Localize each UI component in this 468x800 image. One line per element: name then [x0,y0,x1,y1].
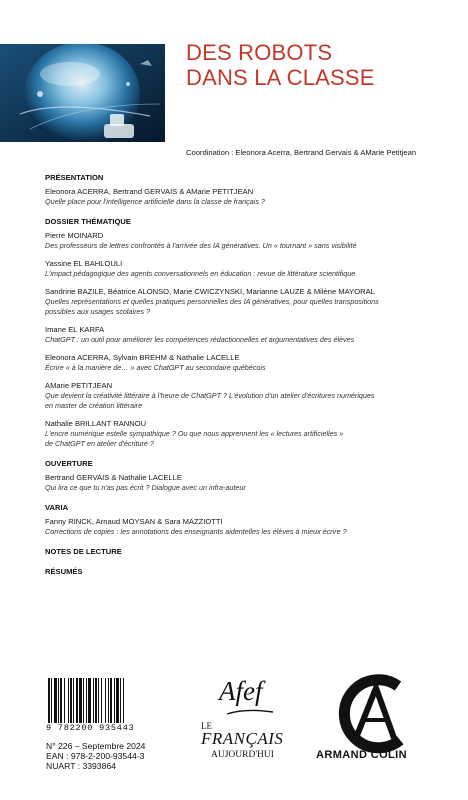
barcode-bar [58,678,59,724]
barcode-bar [48,678,50,724]
entry-title: possibles aux usages scolaires ? [45,307,151,316]
entry-authors: Eleonora ACERRA, Bertrand GERVAIS & AMarie PETITJEAN [45,187,254,196]
magazine-aujourdhui: AUJOURD'HUI [211,750,274,760]
barcode-bar [54,678,57,724]
afef-wordmark: Afef [219,676,263,706]
entry-authors: Pierre MOINARD [45,231,104,240]
barcode-bar [83,678,84,724]
barcode-bar [105,678,106,724]
barcode-bar [114,678,115,724]
section-heading-varia: VARIA [45,503,69,512]
entry-title: Qui lira ce que tu n'as pas écrit ? Dialogue avec un infra-auteur [45,483,246,492]
nuart-code: NUART : 3393864 [46,761,116,771]
entry-title: ChatGPT : un outil pour améliorer les compétences rédactionnelles et argumentatives des élèves [45,335,355,344]
title-line-2: DANS LA CLASSE [186,65,375,90]
barcode-bar [79,678,82,724]
entry-title: L'encre numérique estelle sympathique ? Ou que nous apprennent les « lectures artificielles » [45,429,344,438]
barcode-bar [116,678,119,724]
coordination-credit: Coordination : Eleonora Acerra, Bertrand Gervais & AMarie Petitjean [186,148,417,157]
barcode-bar [70,678,72,724]
barcode-bar [86,678,87,724]
entry-authors: Fanny RINCK, Arnaud MOYSAN & Sara MAZZIOTTI [45,517,223,526]
magazine-francais: FRANÇAIS [201,729,284,748]
magazine-le: LE [201,721,212,731]
afef-underline-icon [225,706,275,718]
table-of-contents [45,173,455,577]
entry-title: Que devient la créativité littéraire à l'heure de ChatGPT ? L'évolution d'un atelier d'écritures numériques [45,391,375,400]
entry-authors: Bertrand GERVAIS & Nathalie LACELLE [45,473,182,482]
barcode-bar [98,678,99,724]
barcode-bar [110,678,112,724]
entry-authors: Nathalie BRILLANT RANNOU [45,419,147,428]
entry-title: L'impact pédagogique des agents conversationnels en éducation : revue de littérature scientifique [45,269,356,278]
barcode-bar [120,678,121,724]
entry-title: Corrections de copies : les annotations des enseignants aidentelles les élèves à mieux écrire ? [45,527,347,536]
barcode-bar [93,678,94,724]
barcode-bar [51,678,52,724]
barcode-bar [95,678,97,724]
barcode-bar [64,678,65,724]
barcode-number: 9 782200 935443 [46,723,158,733]
section-heading-ouverture: OUVERTURE [45,459,93,468]
section-heading-notes: NOTES DE LECTURE [45,547,122,556]
publication-info [46,741,145,771]
barcode-bar [68,678,69,724]
entry-title: Écrire « à la manière de… » avec ChatGPT au secondaire québécois [45,363,266,372]
barcode-bar [101,678,102,724]
book-title [186,40,375,90]
afef-logo [195,676,295,786]
entry-authors: Yassine EL BAHLOULI [45,259,123,268]
entry-authors: Sandrine BAZILE, Béatrice ALONSO, Marie CWICZYNSKI, Marianne LAUZE & Milène MAYORAL [45,287,375,296]
issue-number: N° 226 – Septembre 2024 [46,741,146,751]
entry-title: de ChatGPT en atelier d'écriture ? [45,439,154,448]
section-heading-presentation: PRÉSENTATION [45,173,104,182]
barcode-bar [73,678,74,724]
entry-authors: Imane EL KARFA [45,325,105,334]
entry-authors: Eleonora ACERRA, Sylvain BREHM & Nathalie LACELLE [45,353,240,362]
publisher-name: ARMAND COLIN [316,749,407,761]
barcode-bar [60,678,62,724]
cover-illustration [0,44,165,142]
section-heading-resumes: RÉSUMÉS [45,567,83,576]
entry-title: Des professeurs de lettres confrontés à l'arrivée des IA génératives. Un « tournant » sans visibilité [45,241,357,250]
barcode-bar [88,678,91,724]
entry-authors: AMarie PETITJEAN [45,381,113,390]
entry-title: Quelle place pour l'intelligence artificielle dans la classe de français ? [45,197,265,206]
barcode-bar [108,678,109,724]
ean-code: EAN : 978-2-200-93544-3 [46,751,145,761]
entry-title: Quelles représentations et quelles pratiques personnelles des IA génératives, pour quelles transpositions [45,297,379,306]
entry-title: en master de création littéraire [45,401,143,410]
barcode-bar [123,678,124,724]
title-line-1: DES ROBOTS [186,40,333,65]
barcode-bar [76,678,78,724]
section-heading-dossier: DOSSIER THÉMATIQUE [45,217,131,226]
